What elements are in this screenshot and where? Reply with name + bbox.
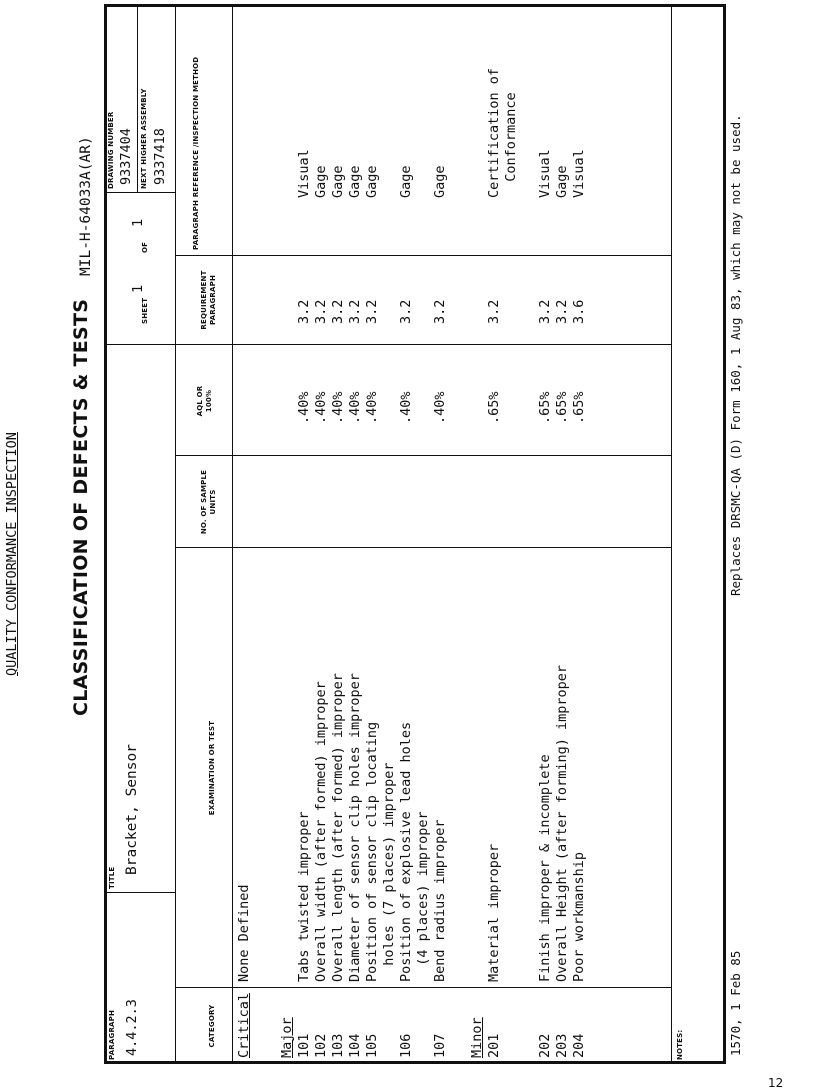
exam-text: Position of sensor clip locating holes (7 places) improper — [363, 721, 397, 982]
exam-text: Bend radius improper — [431, 819, 448, 982]
category-code: 103 — [329, 1033, 346, 1058]
method-value: Gage — [431, 165, 448, 198]
col-category-header: CATEGORY — [208, 1004, 216, 1048]
category-code: 203 — [553, 1033, 570, 1058]
method-value: Gage — [329, 165, 346, 198]
requirement-value: 3.2 — [536, 299, 553, 324]
next-assembly-label: NEXT HIGHER ASSEMBLY — [140, 88, 148, 189]
category-code: 106 — [397, 1033, 414, 1058]
category-code: 202 — [536, 1033, 553, 1058]
category-heading: Minor — [468, 1017, 485, 1058]
requirement-value: 3.2 — [397, 299, 414, 324]
paragraph-label: PARAGRAPH — [108, 1009, 116, 1060]
exam-text: Overall length (after formed) improper — [329, 673, 346, 982]
requirement-value: 3.2 — [363, 299, 380, 324]
category-heading: Critical — [236, 992, 252, 1058]
aql-value: .65% — [485, 391, 502, 424]
sheet-label: SHEET — [141, 297, 149, 324]
category-heading: Major — [278, 1017, 295, 1058]
requirement-value: 3.6 — [570, 299, 587, 324]
exam-text: Overall Height (after forming) improper — [553, 665, 570, 982]
page-number: 12 — [768, 1076, 784, 1090]
method-value: Gage — [312, 165, 329, 198]
aql-value: .65% — [553, 391, 570, 424]
exam-text: Finish improper & incomplete — [536, 754, 553, 982]
category-code: 105 — [363, 1033, 380, 1058]
spec-number: MIL-H-64033A(AR) — [78, 136, 94, 276]
aql-value: .40% — [346, 391, 363, 424]
method-value: Gage — [397, 165, 414, 198]
method-value: Visual — [295, 149, 312, 198]
sheet-total: 1 — [130, 218, 146, 227]
sheet-number: 1 — [130, 284, 146, 293]
requirement-value: 3.2 — [553, 299, 570, 324]
col-requirement-header: REQUIREMENT PARAGRAPH — [200, 270, 217, 330]
aql-value: .40% — [397, 391, 414, 424]
col-exam-header: EXAMINATION OR TEST — [208, 720, 216, 816]
method-value: Visual — [570, 149, 587, 198]
title-value: Bracket, Sensor — [124, 744, 140, 875]
method-value: Visual — [536, 149, 553, 198]
aql-value: .40% — [312, 391, 329, 424]
top-heading: QUALITY CONFORMANCE INSPECTION — [4, 432, 20, 676]
method-value: Gage — [346, 165, 363, 198]
col-samples-header: NO. OF SAMPLE UNITS — [200, 469, 217, 535]
exam-text: Diameter of sensor clip holes improper — [346, 673, 363, 982]
drawing-number-label: DRAWING NUMBER — [107, 111, 115, 189]
requirement-value: 3.2 — [485, 299, 502, 324]
exam-text: None Defined — [236, 884, 252, 982]
exam-text: Position of explosive lead holes (4 places) improper — [397, 721, 431, 982]
main-title: CLASSIFICATION OF DEFECTS & TESTS — [70, 298, 92, 716]
notes-label: NOTES: — [676, 1029, 684, 1060]
title-label: TITLE — [108, 866, 116, 889]
paragraph-value: 4.4.2.3 — [124, 999, 140, 1056]
of-label: OF — [141, 241, 149, 253]
requirement-value: 3.2 — [312, 299, 329, 324]
aql-value: .40% — [363, 391, 380, 424]
aql-value: .40% — [329, 391, 346, 424]
next-assembly-value: 9337418 — [152, 128, 168, 185]
requirement-value: 3.2 — [431, 299, 448, 324]
requirement-value: 3.2 — [346, 299, 363, 324]
aql-value: .65% — [536, 391, 553, 424]
col-aql-header: AQL OR 100% — [196, 385, 213, 417]
footer-form-number: 1570, 1 Feb 85 — [728, 950, 743, 1056]
aql-value: .40% — [431, 391, 448, 424]
drawing-number-value: 9337404 — [118, 128, 134, 185]
exam-text: Poor workmanship — [570, 851, 587, 982]
exam-text: Tabs twisted improper — [295, 811, 312, 982]
method-value: Gage — [553, 165, 570, 198]
method-value: Gage — [363, 165, 380, 198]
category-code: 204 — [570, 1033, 587, 1058]
requirement-value: 3.2 — [295, 299, 312, 324]
category-code: 201 — [485, 1033, 502, 1058]
exam-text: Overall width (after formed) improper — [312, 681, 329, 982]
col-method-header: PARAGRAPH REFERENCE /INSPECTION METHOD — [192, 56, 200, 250]
category-code: 102 — [312, 1033, 329, 1058]
method-value: Certification of Conformance — [485, 67, 519, 198]
footer-replaces-note: Replaces DRSMC-QA (D) Form 160, 1 Aug 83, which may not be used. — [728, 114, 743, 596]
exam-text: Material improper — [485, 843, 502, 982]
aql-value: .40% — [295, 391, 312, 424]
category-code: 107 — [431, 1033, 448, 1058]
category-code: 101 — [295, 1033, 312, 1058]
aql-value: .65% — [570, 391, 587, 424]
requirement-value: 3.2 — [329, 299, 346, 324]
category-code: 104 — [346, 1033, 363, 1058]
